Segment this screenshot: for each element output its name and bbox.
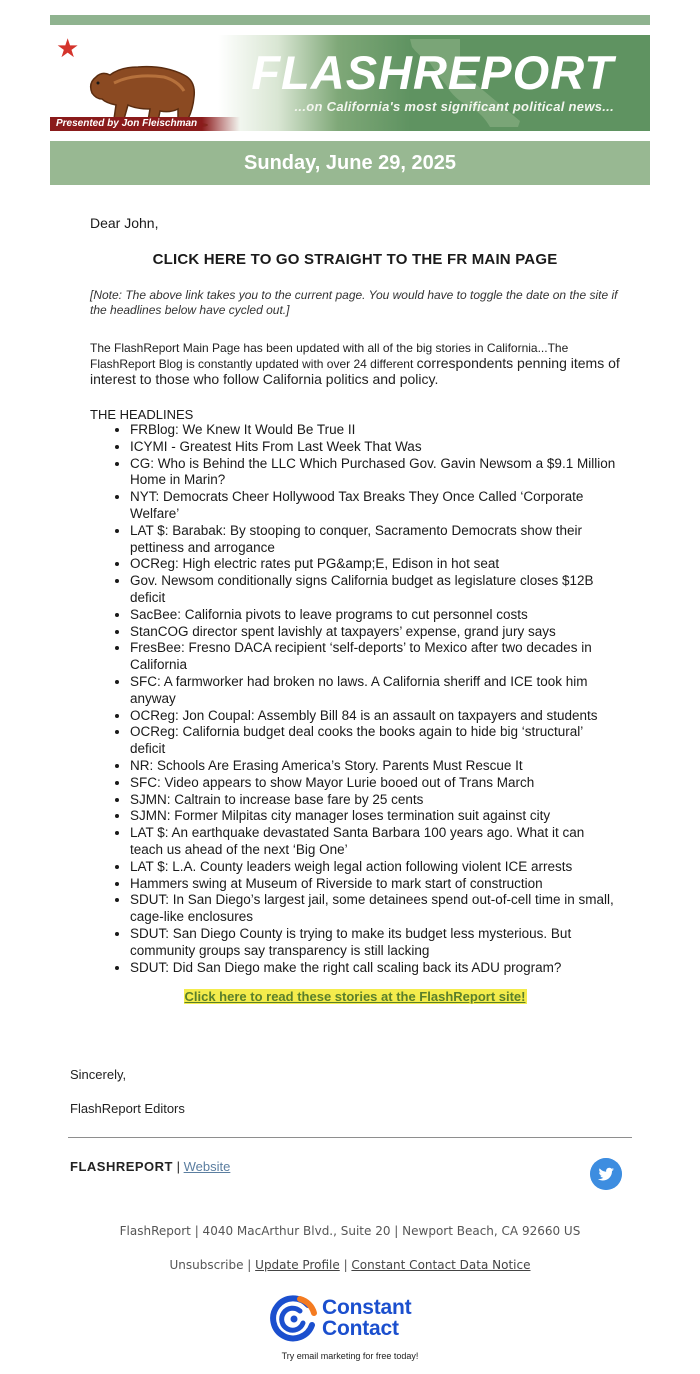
- twitter-icon[interactable]: [590, 1158, 622, 1190]
- headline-item: • OCReg: Jon Coupal: Assembly Bill 84 is an assault on taxpayers and students: [130, 708, 620, 725]
- headline-item: • LAT $: An earthquake devastated Santa Barbara 100 years ago. What it can teach us ahead of the next ‘Big One’: [130, 825, 620, 859]
- note-text: [Note: The above link takes you to the current page. You would have to toggle the date on the site if the headlines below have cycled out.]: [90, 288, 618, 317]
- footer-links: [0, 1258, 700, 1272]
- headline-item: • StanCOG director spent lavishly at taxpayers’ expense, grand jury says: [130, 624, 620, 641]
- greeting: Dear John,: [90, 215, 159, 231]
- unsubscribe-link[interactable]: Unsubscribe: [169, 1258, 244, 1272]
- brand-tagline: ...on California's most significant political news...: [294, 99, 614, 114]
- headline-item: • SacBee: California pivots to leave programs to cut personnel costs: [130, 607, 620, 624]
- footer-link-separator: |: [339, 1258, 352, 1272]
- headline-item: • SDUT: In San Diego’s largest jail, some detainees spend out-of-cell time in small, cage-like enclosures: [130, 892, 620, 926]
- constant-contact-logo-icon: [270, 1295, 318, 1343]
- footer-brand-separator: |: [173, 1159, 184, 1174]
- brand-title: FLASHREPORT: [251, 46, 614, 99]
- headline-item: • OCReg: High electric rates put PG&amp;E, Edison in hot seat: [130, 556, 620, 573]
- headline-item: • SDUT: Did San Diego make the right call scaling back its ADU program?: [130, 960, 620, 977]
- headline-item: • SJMN: Caltrain to increase base fare by 25 cents: [130, 792, 620, 809]
- top-accent-bar: [50, 15, 650, 25]
- intro-text-part1: The FlashReport Main Page has been updated with all of the big stories in California...The FlashReport Blog is constantly updated with over 24 different: [90, 341, 569, 371]
- signature: FlashReport Editors: [70, 1101, 185, 1116]
- header-banner[interactable]: [50, 35, 650, 131]
- intro-text-part2: correspondents penning items of interest to those who follow California politics and policy.: [90, 355, 620, 387]
- read-stories-link[interactable]: Click here to read these stories at the FlashReport site!: [184, 989, 526, 1005]
- footer-address: FlashReport | 4040 MacArthur Blvd., Suite 20 | Newport Beach, CA 92660 US: [119, 1224, 581, 1238]
- intro-paragraph: [90, 341, 620, 388]
- cc-wordmark-line1: Constant: [322, 1296, 412, 1319]
- headlines-list: [90, 422, 620, 976]
- headline-item: • CG: Who is Behind the LLC Which Purchased Gov. Gavin Newsom a $9.1 Million Home in Marin?: [130, 456, 620, 490]
- headline-item: • LAT $: Barabak: By stooping to conquer, Sacramento Democrats show their pettiness and arrogance: [130, 523, 620, 557]
- main-page-link[interactable]: CLICK HERE TO GO STRAIGHT TO THE FR MAIN PAGE: [152, 251, 558, 268]
- headline-item: • OCReg: California budget deal cooks the books again to hide big ‘structural’ deficit: [130, 724, 620, 758]
- cc-wordmark-line2: Contact: [322, 1317, 399, 1340]
- headline-item: • FRBlog: We Knew It Would Be True II: [130, 422, 620, 439]
- footer-brand-line: [70, 1159, 230, 1174]
- headline-item: • FresBee: Fresno DACA recipient ‘self-deports’ to Mexico after two decades in California: [130, 640, 620, 674]
- cta-container: [90, 988, 620, 1004]
- headline-item: • SJMN: Former Milpitas city manager loses termination suit against city: [130, 808, 620, 825]
- headline-item: • Gov. Newsom conditionally signs California budget as legislature closes $12B deficit: [130, 573, 620, 607]
- website-link[interactable]: Website: [183, 1159, 231, 1174]
- headline-item: • Hammers swing at Museum of Riverside to mark start of construction: [130, 876, 620, 893]
- headlines-title: THE HEADLINES: [90, 407, 194, 422]
- footer-brand: FLASHREPORT: [70, 1159, 173, 1174]
- headline-item: • LAT $: L.A. County leaders weigh legal action following violent ICE arrests: [130, 859, 620, 876]
- footer-link-separator: |: [243, 1258, 256, 1272]
- constant-contact-logo[interactable]: [270, 1295, 440, 1343]
- data-notice-link[interactable]: Constant Contact Data Notice: [351, 1258, 531, 1272]
- email-body: [90, 215, 620, 1004]
- headline-item: • SDUT: San Diego County is trying to make its budget less mysterious. But community groups say transparency is still lacking: [130, 926, 620, 960]
- date-bar: Sunday, June 29, 2025: [50, 141, 650, 185]
- constant-contact-wordmark: [322, 1297, 411, 1339]
- constant-contact-tagline[interactable]: Try email marketing for free today!: [281, 1351, 419, 1361]
- footer-divider: [68, 1137, 632, 1138]
- headline-item: • ICYMI - Greatest Hits From Last Week That Was: [130, 439, 620, 456]
- headline-item: • SFC: Video appears to show Mayor Lurie booed out of Trans March: [130, 775, 620, 792]
- star-icon: ★: [56, 35, 80, 63]
- headline-item: • NYT: Democrats Cheer Hollywood Tax Breaks They Once Called ‘Corporate Welfare’: [130, 489, 620, 523]
- presented-by-label: Presented by Jon Fleischman: [50, 117, 240, 131]
- signoff: Sincerely,: [70, 1067, 127, 1082]
- update-profile-link[interactable]: Update Profile: [255, 1258, 340, 1272]
- headline-item: • NR: Schools Are Erasing America’s Story. Parents Must Rescue It: [130, 758, 620, 775]
- headline-item: • SFC: A farmworker had broken no laws. A California sheriff and ICE took him anyway: [130, 674, 620, 708]
